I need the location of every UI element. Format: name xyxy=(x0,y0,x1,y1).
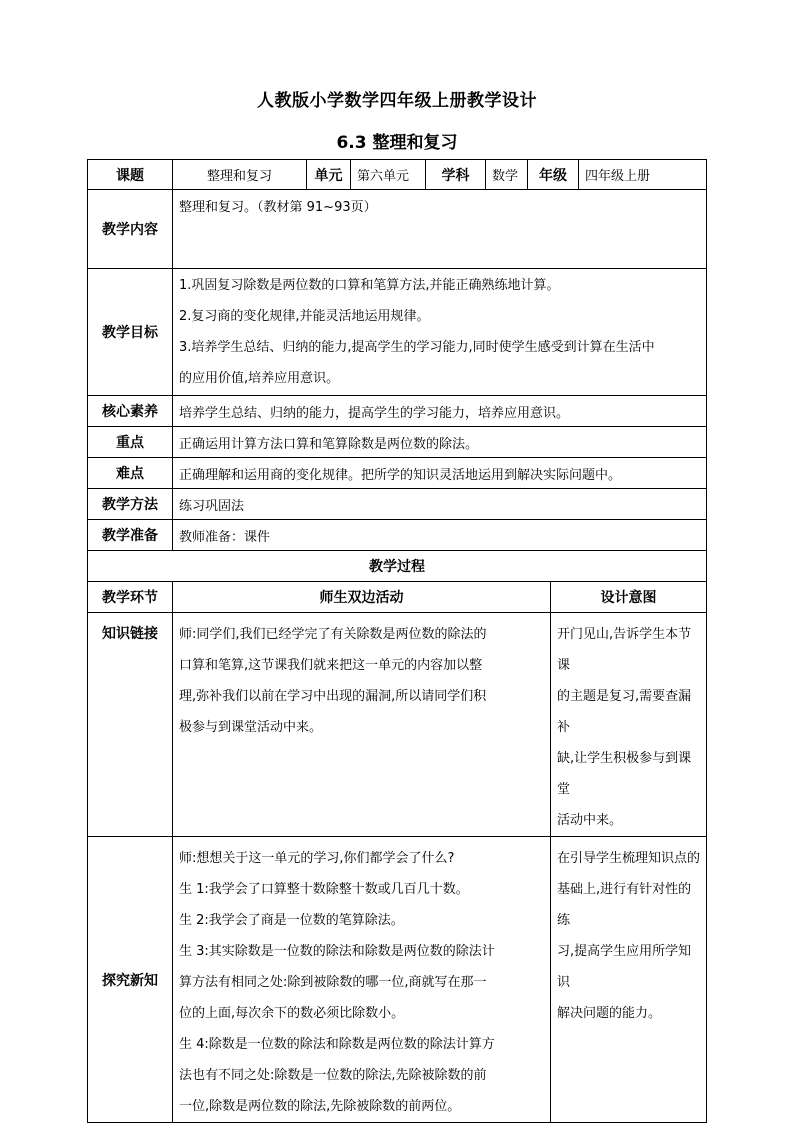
stage-label: 知识链接 xyxy=(88,613,173,837)
activity-line: 一位,除数是两位数的除法,先除被除数的前两位。 xyxy=(179,1099,461,1114)
method-label: 教学方法 xyxy=(88,489,173,520)
stage-column-header: 教学环节 xyxy=(88,582,173,613)
key-point-label: 重点 xyxy=(88,427,173,458)
intent-line: 的主题是复习,需要查漏补 xyxy=(557,689,692,735)
core-label: 核心素养 xyxy=(88,396,173,427)
process-row xyxy=(88,613,707,837)
activity-line: 位的上面,每次余下的数必须比除数小。 xyxy=(179,1006,405,1021)
core-value: 培养学生总结、归纳的能力，提高学生的学习能力，培养应用意识。 xyxy=(173,396,707,427)
intent-text xyxy=(551,837,707,1123)
topic-value: 整理和复习 xyxy=(173,160,307,190)
difficulty-value: 正确理解和运用商的变化规律。把所学的知识灵活地运用到解决实际问题中。 xyxy=(173,458,707,489)
activity-line: 生 3:其实除数是一位数的除法和除数是两位数的除法计 xyxy=(179,944,495,959)
content-label: 教学内容 xyxy=(88,190,173,269)
activity-line: 生 2:我学会了商是一位数的笔算除法。 xyxy=(179,913,404,928)
grade-label: 年级 xyxy=(528,160,579,190)
process-title: 教学过程 xyxy=(88,551,707,582)
activity-text xyxy=(173,837,551,1123)
prep-label: 教学准备 xyxy=(88,520,173,551)
activity-line: 法也有不同之处:除数是一位数的除法,先除被除数的前 xyxy=(179,1068,487,1083)
intent-line: 活动中来。 xyxy=(557,813,623,828)
difficulty-row xyxy=(88,458,707,489)
goal-line: 3.培养学生总结、归纳的能力,提高学生的学习能力,同时使学生感受到计算在生活中 xyxy=(179,340,655,355)
intent-line: 缺,让学生积极参与到课堂 xyxy=(557,751,692,797)
activity-text xyxy=(173,613,551,837)
grade-value: 四年级上册 xyxy=(579,160,707,190)
unit-value: 第六单元 xyxy=(351,160,426,190)
activity-line: 理,弥补我们以前在学习中出现的漏洞,所以请同学们积 xyxy=(179,689,487,704)
prep-value: 教师准备：课件 xyxy=(173,520,707,551)
activity-column-header: 师生双边活动 xyxy=(173,582,551,613)
activity-line: 师:想想关于这一单元的学习,你们都学会了什么? xyxy=(179,851,455,866)
activity-line: 口算和笔算,这节课我们就来把这一单元的内容加以整 xyxy=(179,658,483,673)
intent-line: 习,提高学生应用所学知识 xyxy=(557,944,692,990)
activity-line: 生 1:我学会了口算整十数除整十数或几百几十数。 xyxy=(179,882,469,897)
intent-line: 基础上,进行有针对性的练 xyxy=(557,882,692,928)
document-title: 人教版小学数学四年级上册教学设计 xyxy=(257,91,537,111)
method-row xyxy=(88,489,707,520)
activity-line: 生 4:除数是一位数的除法和除数是两位数的除法计算方 xyxy=(179,1037,495,1052)
core-row xyxy=(88,396,707,427)
goal-line: 的应用价值,培养应用意识。 xyxy=(179,371,340,386)
unit-label: 单元 xyxy=(307,160,351,190)
process-header-row xyxy=(88,582,707,613)
content-value: 整理和复习。（教材第 91~93页） xyxy=(173,190,707,269)
lesson-plan-table xyxy=(87,159,707,1123)
intent-line: 在引导学生梳理知识点的 xyxy=(557,851,701,866)
intent-text xyxy=(551,613,707,837)
intent-column-header: 设计意图 xyxy=(551,582,707,613)
activity-line: 算方法有相同之处:除到被除数的哪一位,商就写在那一 xyxy=(179,975,487,990)
key-point-row xyxy=(88,427,707,458)
difficulty-label: 难点 xyxy=(88,458,173,489)
key-point-value: 正确运用计算方法口算和笔算除数是两位数的除法。 xyxy=(173,427,707,458)
subject-value: 数学 xyxy=(486,160,528,190)
goal-line: 2.复习商的变化规律,并能灵活地运用规律。 xyxy=(179,309,430,324)
process-title-row xyxy=(88,551,707,582)
method-value: 练习巩固法 xyxy=(173,489,707,520)
content-row xyxy=(88,190,707,269)
activity-line: 师:同学们,我们已经学完了有关除数是两位数的除法的 xyxy=(179,627,487,642)
stage-label: 探究新知 xyxy=(88,837,173,1123)
goal-line: 1.巩固复习除数是两位数的口算和笔算方法,并能正确熟练地计算。 xyxy=(179,278,560,293)
intent-line: 解决问题的能力。 xyxy=(557,1006,662,1021)
prep-row xyxy=(88,520,707,551)
lesson-title: 6.3 整理和复习 xyxy=(336,133,458,153)
intent-line: 开门见山,告诉学生本节课 xyxy=(557,627,692,673)
goals-row xyxy=(88,269,707,396)
process-row xyxy=(88,837,707,1123)
subject-label: 学科 xyxy=(426,160,486,190)
goals-label: 教学目标 xyxy=(88,269,173,396)
activity-line: 极参与到课堂活动中来。 xyxy=(179,720,323,735)
info-row xyxy=(88,160,707,190)
goals-list xyxy=(173,269,707,396)
topic-label: 课题 xyxy=(88,160,173,190)
